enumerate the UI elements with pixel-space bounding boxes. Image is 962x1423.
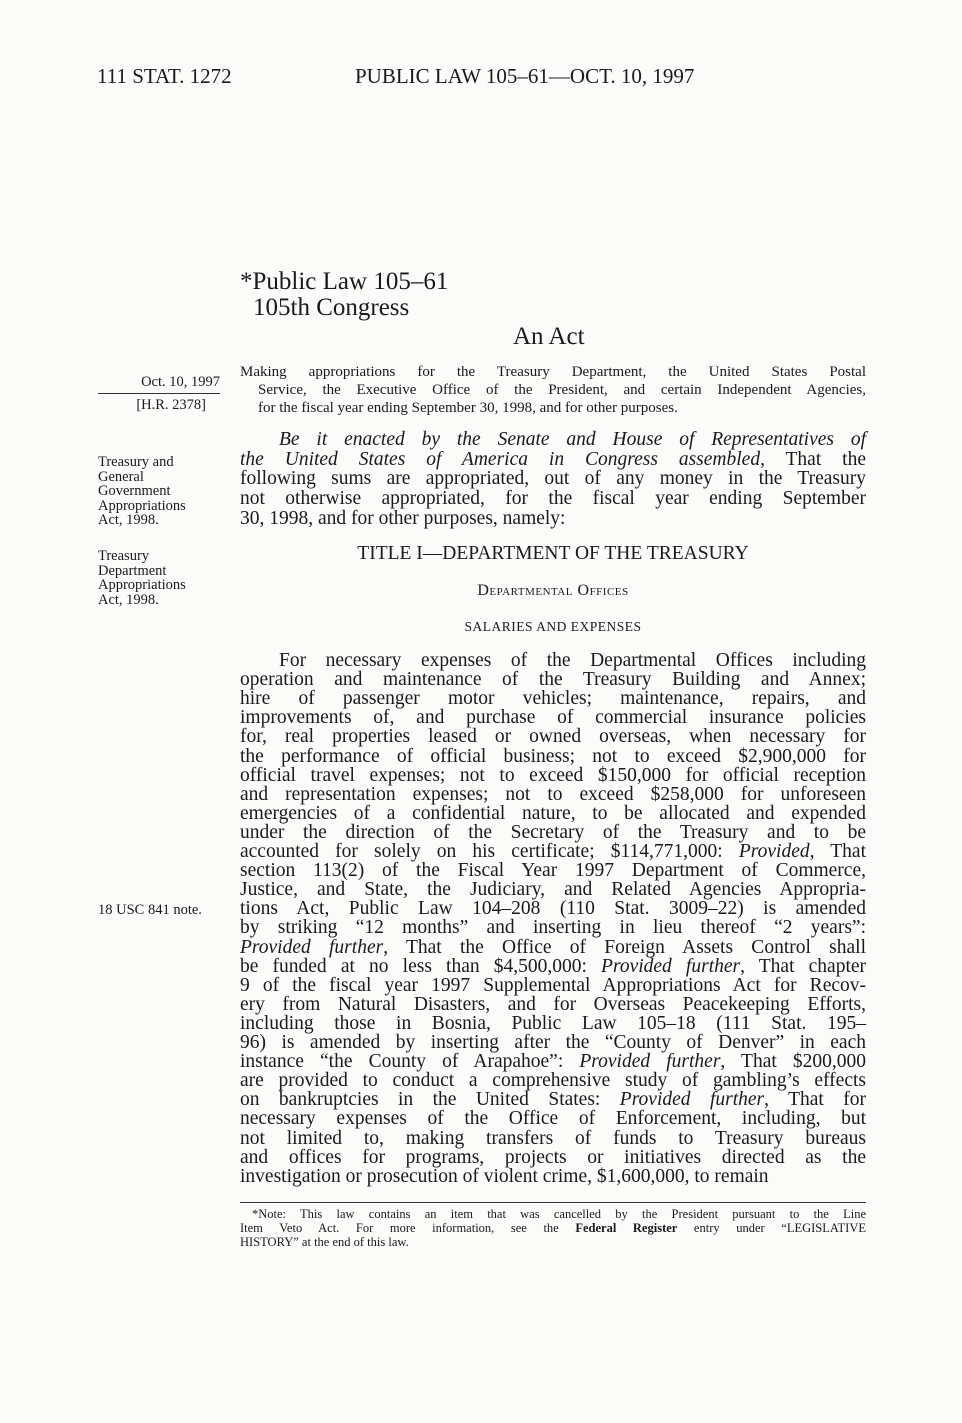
margin-note-line: Appropriations xyxy=(98,497,186,514)
text-segment: including those in Bosnia, Public Law 105–18 (111 Stat. 195– xyxy=(240,1012,866,1034)
margin-bill-number: [H.R. 2378] xyxy=(136,397,206,413)
text-segment: For necessary expenses of the Departmental Offices including xyxy=(279,650,866,671)
body-line xyxy=(240,727,866,747)
italic-text: Provided further xyxy=(601,955,741,977)
margin-note-line: Act, 1998. xyxy=(98,512,159,528)
margin-note-line: Department xyxy=(98,562,167,579)
congress-label: 105th Congress xyxy=(253,294,410,321)
enacting-line xyxy=(240,450,866,470)
margin-note-usc: 18 USC 841 note. xyxy=(98,902,202,918)
text-segment: improvements of, and purchase of commercial insurance policies xyxy=(240,707,866,729)
margin-note-line: Treasury xyxy=(98,548,150,564)
enacting-line xyxy=(240,469,866,489)
body-line xyxy=(240,861,866,881)
body-line xyxy=(240,1167,866,1187)
page-stat-number: 111 STAT. 1272 xyxy=(97,64,232,88)
text-segment: not otherwise appropriated, for the fiscal year ending September xyxy=(240,488,866,510)
margin-date: Oct. 10, 1997 xyxy=(141,374,220,390)
body-line xyxy=(240,670,866,690)
italic-text: Provided further xyxy=(619,1089,765,1111)
text-segment: , That xyxy=(809,841,866,862)
text-segment: tions Act, Public Law 104–208 (110 Stat. 3009–22) is amended xyxy=(240,898,866,920)
body-line xyxy=(240,1148,866,1168)
enacting-line xyxy=(240,489,866,509)
text-segment: , That for xyxy=(764,1089,866,1111)
text-segment: necessary expenses of the Office of Enforcement, including, but xyxy=(240,1108,866,1130)
margin-note-treasury xyxy=(98,549,186,607)
body-line xyxy=(240,785,866,805)
body-line xyxy=(240,918,866,938)
enacting-line xyxy=(279,430,866,450)
section-heading: SALARIES AND EXPENSES xyxy=(464,619,642,634)
text-segment: emergencies of a confidential nature, to be allocated and expended xyxy=(240,802,866,824)
text-segment: 30, 1998, and for other purposes, namely: xyxy=(240,507,566,529)
text-segment: be funded at no less than $4,500,000: xyxy=(240,955,602,977)
body-line xyxy=(279,651,866,671)
body-line xyxy=(240,804,866,824)
text-segment: under the direction of the Secretary of the Treasury and to be xyxy=(240,821,866,843)
body-line xyxy=(240,766,866,786)
text-segment: following sums are appropriated, out of any money in the Treasury xyxy=(240,468,866,490)
text-segment: hire of passenger motor vehicles; maintenance, repairs, and xyxy=(240,688,866,710)
footnote-text: entry under “LEGISLATIVE xyxy=(677,1221,866,1235)
text-segment: investigation or prosecution of violent crime, $1,600,000, to remain xyxy=(240,1165,769,1187)
title-heading: TITLE I—DEPARTMENT OF THE TREASURY xyxy=(357,543,749,564)
margin-note-short-title xyxy=(98,455,186,528)
body-line xyxy=(240,1071,866,1091)
text-segment: official travel expenses; not to exceed $150,000 for official reception xyxy=(240,764,866,786)
text-segment: 9 of the fiscal year 1997 Supplemental Appropriations Act for Recov- xyxy=(240,974,866,996)
body-line xyxy=(240,689,866,709)
body-line xyxy=(240,976,866,996)
footnote xyxy=(240,1207,866,1249)
text-segment: 96) is amended by inserting after the “County of Denver” in each xyxy=(240,1032,866,1053)
subtitle-heading xyxy=(240,582,866,600)
text-segment: Justice, and State, the Judiciary, and Related Agencies Appropria- xyxy=(240,879,866,901)
body-line xyxy=(240,1014,866,1034)
text-segment: not limited to, making transfers of funds to Treasury bureaus xyxy=(240,1127,866,1149)
act-heading: An Act xyxy=(513,323,585,350)
body-line xyxy=(240,995,866,1015)
margin-note-line: Government xyxy=(98,483,171,499)
public-law-number: *Public Law 105–61 xyxy=(240,268,449,295)
body-line xyxy=(240,708,866,728)
body-line xyxy=(240,1109,866,1129)
italic-text: Provided further xyxy=(240,936,384,958)
text-segment: the performance of official business; not to exceed $2,900,000 for xyxy=(240,745,866,767)
purpose-line: Making appropriations for the Treasury Department, the United States Postal xyxy=(240,364,866,380)
footnote-text: Item Veto Act. For more information, see the xyxy=(240,1221,576,1235)
italic-text: Provided xyxy=(738,841,810,862)
text-segment: instance “the County of Arapahoe”: xyxy=(240,1051,580,1073)
footnote-line: HISTORY” at the end of this law. xyxy=(240,1235,409,1249)
body-line xyxy=(240,1052,866,1072)
text-segment: are provided to conduct a comprehensive study of gambling’s effects xyxy=(240,1070,866,1092)
act-purpose xyxy=(240,363,866,417)
footnote-federal-register: Federal Register xyxy=(575,1221,678,1235)
body-line xyxy=(240,747,866,767)
text-segment: and representation expenses; not to exceed $258,000 for unforeseen xyxy=(240,783,866,805)
text-segment: , That the xyxy=(760,448,866,470)
text-segment: , That chapter xyxy=(740,955,867,977)
text-segment: on bankruptcies in the United States: xyxy=(240,1089,620,1111)
purpose-line: Service, the Executive Office of the President, and certain Independent Agencies, xyxy=(258,382,866,398)
body-line xyxy=(240,1033,866,1053)
running-title: PUBLIC LAW 105–61—OCT. 10, 1997 xyxy=(355,64,695,88)
text-segment: section 113(2) of the Fiscal Year 1997 Department of Commerce, xyxy=(240,860,866,882)
body-line xyxy=(240,823,866,843)
text-segment: accounted for solely on his certificate; $114,771,000: xyxy=(240,841,739,862)
margin-date-rule xyxy=(98,393,220,394)
body-line xyxy=(240,957,866,977)
purpose-line: for the fiscal year ending September 30, 1998, and for other purposes. xyxy=(258,400,678,416)
footnote-line xyxy=(240,1221,866,1235)
italic-text: Provided further xyxy=(579,1051,721,1073)
body-line xyxy=(240,938,866,958)
text-segment: , That $200,000 xyxy=(720,1051,867,1073)
margin-note-line: General xyxy=(98,468,144,485)
body-line xyxy=(240,842,866,862)
margin-note-line: Appropriations xyxy=(98,577,186,593)
italic-text: the United States of America in Congress assembled xyxy=(240,448,761,470)
text-segment: operation and maintenance of the Treasury Building and Annex; xyxy=(240,669,866,691)
text-segment: by striking “12 months” and inserting in lieu thereof “2 years”: xyxy=(240,917,866,939)
text-segment: and offices for programs, projects or initiatives directed as the xyxy=(240,1146,866,1168)
body-line xyxy=(240,899,866,919)
body-line xyxy=(240,1090,866,1110)
footnote-rule xyxy=(240,1202,866,1203)
text-segment: for, real properties leased or owned overseas, when necessary for xyxy=(240,726,866,748)
margin-date-block xyxy=(98,374,220,414)
enacting-line xyxy=(240,509,866,529)
body-line xyxy=(240,1129,866,1149)
footnote-line: *Note: This law contains an item that was cancelled by the President pursuant to the Line xyxy=(252,1207,866,1221)
text-segment: , That the Office of Foreign Assets Control shall xyxy=(383,936,866,958)
margin-note-line: Act, 1998. xyxy=(98,591,159,608)
italic-text: Be it enacted by the Senate and House of Representatives of xyxy=(279,429,866,450)
body-line xyxy=(240,880,866,900)
subtitle-text: Departmental Offices xyxy=(477,582,629,599)
margin-note-line: Treasury and xyxy=(98,454,174,470)
text-segment: ery from Natural Disasters, and for Overseas Peacekeeping Efforts, xyxy=(240,993,866,1015)
